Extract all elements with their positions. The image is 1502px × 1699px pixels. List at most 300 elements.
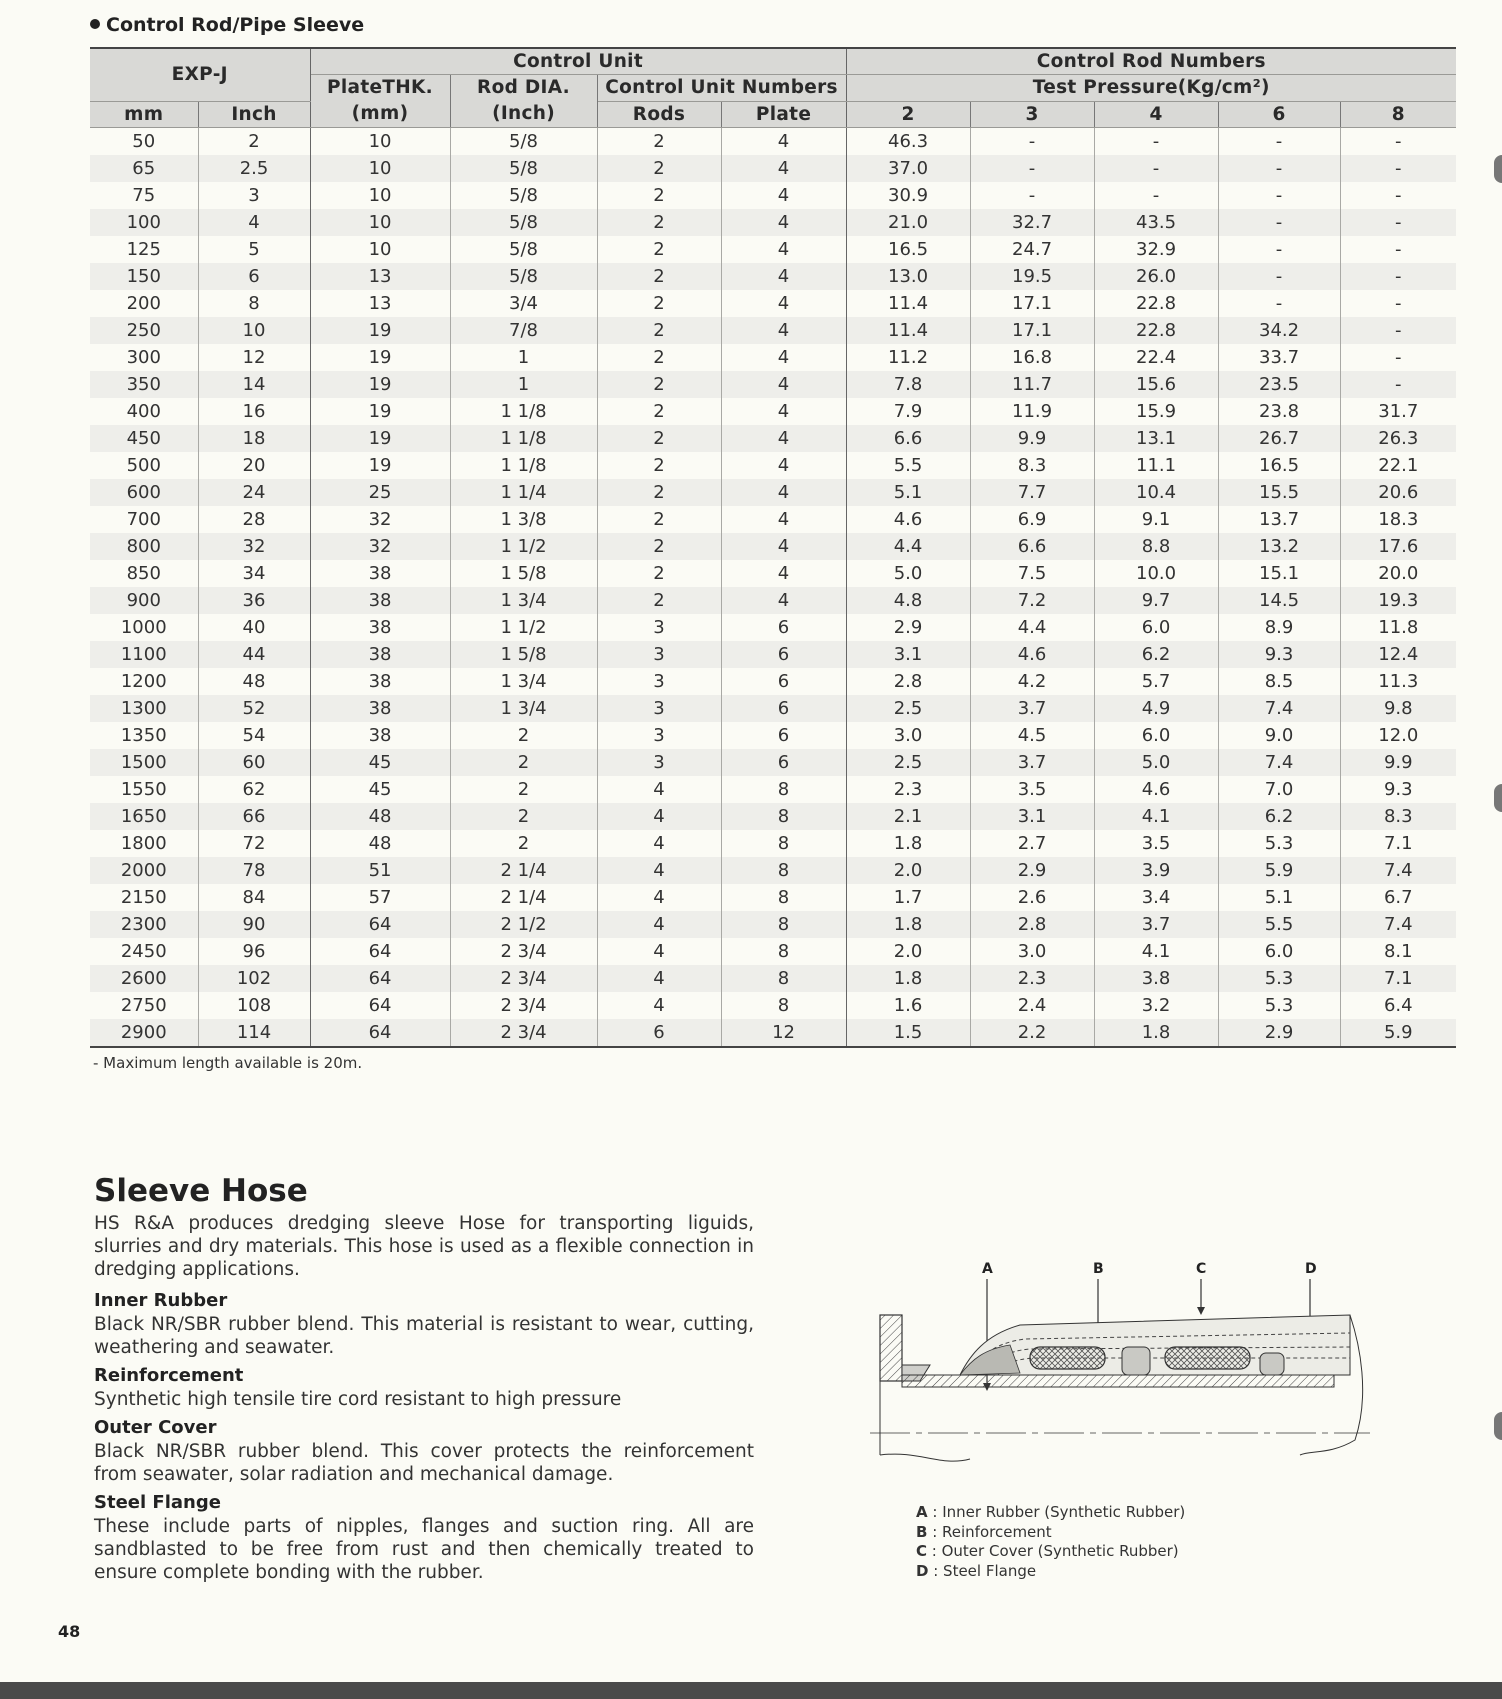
table-cell: 44 [198,641,310,668]
table-cell: - [970,182,1094,209]
table-cell: 32 [310,533,450,560]
table-cell: 1200 [90,668,198,695]
table-cell: 24 [198,479,310,506]
table-cell: 54 [198,722,310,749]
table-row [90,479,1456,506]
table-cell: 2 [597,263,721,290]
table-row [90,776,1456,803]
table-cell: 1 3/8 [450,506,597,533]
table-cell: 2 3/4 [450,992,597,1019]
table-cell: 11.7 [970,371,1094,398]
table-cell: 2 [450,749,597,776]
table-cell: 6.0 [1218,938,1340,965]
table-cell: 26.0 [1094,263,1218,290]
table-cell: 13 [310,263,450,290]
header-test-pressure: Test Pressure(Kg/cm²) [846,75,1456,102]
table-cell: 12.4 [1340,641,1456,668]
table-cell: 4.6 [970,641,1094,668]
table-cell: 5.9 [1218,857,1340,884]
table-cell: 12 [721,1019,846,1047]
table-cell: 6 [721,641,846,668]
table-cell: 2.9 [846,614,970,641]
table-cell: 3.0 [846,722,970,749]
table-cell: 8.9 [1218,614,1340,641]
table-cell: 2 [597,209,721,236]
table-cell: 1.7 [846,884,970,911]
table-cell: 12.0 [1340,722,1456,749]
table-cell: 1.5 [846,1019,970,1047]
table-cell: 13.7 [1218,506,1340,533]
table-cell: 64 [310,938,450,965]
header-pressure-4: 4 [1094,101,1218,128]
table-cell: 3.7 [970,695,1094,722]
collar-1 [1122,1347,1150,1375]
table-cell: 4 [721,236,846,263]
table-cell: 3.5 [1094,830,1218,857]
table-cell: 6.0 [1094,614,1218,641]
table-cell: 150 [90,263,198,290]
table-cell: 11.2 [846,344,970,371]
table-cell: 18.3 [1340,506,1456,533]
table-cell: 5.0 [1094,749,1218,776]
table-cell: 31.7 [1340,398,1456,425]
table-cell: 10 [310,236,450,263]
table-cell: 8 [721,992,846,1019]
table-cell: 64 [310,911,450,938]
table-cell: 2 3/4 [450,938,597,965]
table-row [90,641,1456,668]
table-cell: 4.6 [846,506,970,533]
table-cell: - [1218,263,1340,290]
table-cell: 4 [721,560,846,587]
table-row [90,290,1456,317]
table-cell: 2 [597,452,721,479]
table-cell: 5.1 [1218,884,1340,911]
table-cell: 4 [721,506,846,533]
table-cell: 11.8 [1340,614,1456,641]
table-cell: 10.4 [1094,479,1218,506]
table-cell: 3 [597,668,721,695]
table-cell: 2 [198,128,310,156]
table-cell: 250 [90,317,198,344]
table-cell: - [1340,290,1456,317]
table-cell: 2 1/4 [450,884,597,911]
table-cell: 2 [597,560,721,587]
table-cell: 32 [198,533,310,560]
table-cell: 48 [198,668,310,695]
table-cell: 1 1/8 [450,452,597,479]
page-bottom-edge [0,1682,1502,1699]
table-cell: 4 [721,452,846,479]
table-cell: 6.6 [846,425,970,452]
table-row [90,749,1456,776]
table-cell: 96 [198,938,310,965]
table-cell: 2 [597,290,721,317]
table-cell: 8 [721,830,846,857]
table-cell: - [970,128,1094,156]
table-cell: 4 [721,263,846,290]
collar-2 [1260,1353,1284,1375]
table-cell: 1 5/8 [450,641,597,668]
table-cell: 32.9 [1094,236,1218,263]
table-cell: 4 [597,938,721,965]
table-cell: 500 [90,452,198,479]
table-cell: 18 [198,425,310,452]
table-cell: 3.2 [1094,992,1218,1019]
table-cell: 6.6 [970,533,1094,560]
table-cell: 8 [721,965,846,992]
table-cell: 4.5 [970,722,1094,749]
table-cell: 108 [198,992,310,1019]
table-cell: 2.3 [970,965,1094,992]
table-cell: 6.2 [1218,803,1340,830]
legend-item-b: B : Reinforcement [916,1522,1052,1541]
table-cell: 7.1 [1340,830,1456,857]
table-cell: 1.8 [1094,1019,1218,1047]
table-cell: 4 [721,425,846,452]
table-cell: 9.0 [1218,722,1340,749]
table-cell: 2 [450,803,597,830]
table-cell: 19 [310,425,450,452]
table-cell: 5.3 [1218,992,1340,1019]
table-row [90,128,1456,156]
table-cell: 1100 [90,641,198,668]
table-cell: 2.5 [846,749,970,776]
table-row [90,857,1456,884]
table-cell: - [1340,155,1456,182]
table-cell: 7.5 [970,560,1094,587]
table-cell: 22.8 [1094,290,1218,317]
table-cell: 4 [721,290,846,317]
table-cell: 4 [721,533,846,560]
table-cell: - [1340,317,1456,344]
control-rod-table [90,47,1456,1048]
table-cell: 72 [198,830,310,857]
table-cell: 20.6 [1340,479,1456,506]
table-cell: - [1218,182,1340,209]
table-cell: 6 [721,614,846,641]
table-body [90,128,1456,1048]
table-cell: 7.4 [1340,857,1456,884]
inner-rubber-text: Black NR/SBR rubber blend. This material is resistant to wear, cutting, weathering and seawater. [94,1314,754,1358]
table-cell: 64 [310,965,450,992]
table-row [90,398,1456,425]
table-cell: 65 [90,155,198,182]
table-cell: 7.4 [1218,749,1340,776]
table-cell: 12 [198,344,310,371]
table-row [90,1019,1456,1047]
table-cell: 1800 [90,830,198,857]
header-pressure-2: 2 [846,101,970,128]
table-cell: 2600 [90,965,198,992]
table-cell: 64 [310,1019,450,1047]
table-cell: 2 [450,776,597,803]
table-cell: 3.7 [1094,911,1218,938]
table-row [90,992,1456,1019]
table-cell: 6 [198,263,310,290]
table-cell: 10 [310,182,450,209]
table-cell: 3.1 [970,803,1094,830]
table-cell: 24.7 [970,236,1094,263]
table-row [90,803,1456,830]
table-cell: 34.2 [1218,317,1340,344]
table-cell: 6.2 [1094,641,1218,668]
table-cell: 6.0 [1094,722,1218,749]
table-cell: 4 [597,992,721,1019]
table-cell: 1 3/4 [450,587,597,614]
table-cell: 1000 [90,614,198,641]
table-cell: 3 [597,641,721,668]
table-cell: 5.5 [1218,911,1340,938]
table-cell: 26.3 [1340,425,1456,452]
table-cell: 800 [90,533,198,560]
steel-flange-title: Steel Flange [94,1492,221,1513]
section-title-text: Control Rod/Pipe Sleeve [106,14,365,36]
table-cell: 3 [597,614,721,641]
table-cell: 2150 [90,884,198,911]
table-cell: 2 [597,425,721,452]
table-row [90,236,1456,263]
table-cell: 4.4 [846,533,970,560]
table-cell: 2.5 [846,695,970,722]
table-cell: 7.7 [970,479,1094,506]
table-cell: 7.8 [846,371,970,398]
table-cell: 4.1 [1094,803,1218,830]
table-cell: 5.3 [1218,830,1340,857]
table-cell: - [1340,209,1456,236]
table-cell: 9.9 [1340,749,1456,776]
table-cell: 6 [721,749,846,776]
legend-item-a: A : Inner Rubber (Synthetic Rubber) [916,1503,1186,1521]
table-cell: 15.5 [1218,479,1340,506]
table-cell: 17.1 [970,317,1094,344]
table-row [90,155,1456,182]
table-cell: 4.9 [1094,695,1218,722]
table-cell: 14 [198,371,310,398]
bullet-icon [90,19,100,29]
table-cell: 4 [597,857,721,884]
table-cell: 15.9 [1094,398,1218,425]
table-cell: 11.9 [970,398,1094,425]
table-cell: 45 [310,749,450,776]
arrow-c-icon [1197,1307,1205,1315]
table-cell: 4.6 [1094,776,1218,803]
table-cell: 3.9 [1094,857,1218,884]
table-cell: 1 [450,371,597,398]
table-row [90,830,1456,857]
table-cell: 19 [310,452,450,479]
table-cell: 10 [310,155,450,182]
table-cell: 38 [310,722,450,749]
header-control-rod-numbers: Control Rod Numbers [846,48,1456,75]
table-cell: - [1340,182,1456,209]
header-pressure-8: 8 [1340,101,1456,128]
table-cell: 9.3 [1218,641,1340,668]
table-row [90,209,1456,236]
sleeve-hose-title: Sleeve Hose [94,1173,308,1209]
table-cell: 450 [90,425,198,452]
table-cell: 2 [597,236,721,263]
sleeve-hose-intro: HS R&A produces dredging sleeve Hose for transporting liguids, slurries and dry materials. This hose is used as a flexible connection in dredging applications. [94,1213,754,1280]
sleeve-hose-diagram [860,1255,1380,1470]
table-cell: 6 [721,722,846,749]
table-cell: 2.0 [846,938,970,965]
table-cell: 400 [90,398,198,425]
table-cell: 3.1 [846,641,970,668]
table-cell: 4 [721,182,846,209]
table-row [90,506,1456,533]
table-cell: 4 [721,371,846,398]
table-cell: 46.3 [846,128,970,156]
table-cell: 10 [310,128,450,156]
table-cell: 8.3 [1340,803,1456,830]
table-cell: 2.3 [846,776,970,803]
table-cell: 23.5 [1218,371,1340,398]
table-cell: 2 [597,371,721,398]
table-cell: 11.4 [846,317,970,344]
table-cell: 20 [198,452,310,479]
header-mm: mm [90,101,198,128]
legend-item-c: C : Outer Cover (Synthetic Rubber) [916,1542,1179,1560]
table-cell: 1.6 [846,992,970,1019]
table-cell: 2.6 [970,884,1094,911]
table-cell: 2450 [90,938,198,965]
table-row [90,884,1456,911]
reinforcement-ring-2 [1165,1347,1250,1369]
table-cell: 78 [198,857,310,884]
table-cell: 9.9 [970,425,1094,452]
reinforcement-title: Reinforcement [94,1365,244,1386]
table-cell: 7.9 [846,398,970,425]
table-cell: 1.8 [846,830,970,857]
table-cell: 600 [90,479,198,506]
legend-item-d: D : Steel Flange [916,1561,1037,1580]
table-cell: 33.7 [1218,344,1340,371]
table-cell: 4 [721,317,846,344]
diagram-label-b: B [1093,1261,1104,1277]
table-cell: 700 [90,506,198,533]
header-inch: Inch [198,101,310,128]
table-cell: 1550 [90,776,198,803]
header-expj: EXP-J [90,48,310,101]
table-cell: 8 [721,857,846,884]
table-cell: 4 [721,209,846,236]
table-cell: 2 3/4 [450,965,597,992]
header-control-unit-numbers: Control Unit Numbers [597,75,846,102]
table-cell: 38 [310,560,450,587]
table-cell: - [1340,371,1456,398]
table-cell: - [1218,236,1340,263]
table-cell: 9.8 [1340,695,1456,722]
table-cell: 75 [90,182,198,209]
table-cell: 19 [310,344,450,371]
table-cell: 2900 [90,1019,198,1047]
table-cell: 2 [597,128,721,156]
outer-cover-title: Outer Cover [94,1417,217,1438]
hose-body-shape [960,1315,1350,1375]
table-cell: 9.3 [1340,776,1456,803]
table-cell: 10 [310,209,450,236]
table-cell: 8 [721,911,846,938]
table-cell: 51 [310,857,450,884]
table-cell: 23.8 [1218,398,1340,425]
table-cell: 11.1 [1094,452,1218,479]
inner-rubber-title: Inner Rubber [94,1290,228,1311]
table-cell: 4 [721,344,846,371]
header-rods: Rods [597,101,721,128]
table-cell: 2.1 [846,803,970,830]
table-cell: 22.8 [1094,317,1218,344]
table-cell: 3.7 [970,749,1094,776]
table-cell: 9.7 [1094,587,1218,614]
table-cell: 90 [198,911,310,938]
table-cell: 4 [597,911,721,938]
table-cell: 3.5 [970,776,1094,803]
table-cell: 38 [310,614,450,641]
table-cell: 4 [721,128,846,156]
table-cell: 34 [198,560,310,587]
header-rod-dia: Rod DIA. (Inch) [450,75,597,128]
header-pressure-3: 3 [970,101,1094,128]
table-cell: 22.4 [1094,344,1218,371]
table-cell: 25 [310,479,450,506]
table-cell: 5/8 [450,182,597,209]
steel-flange-text: These include parts of nipples, flanges and suction ring. All are sandblasted to be free from rust and then chemically treated to ensure complete bonding with the rubber. [94,1516,754,1583]
diagram-label-c: C [1196,1261,1207,1277]
table-cell: 16.5 [846,236,970,263]
table-cell: 52 [198,695,310,722]
table-cell: 36 [198,587,310,614]
table-cell: 13.1 [1094,425,1218,452]
table-cell: 2.7 [970,830,1094,857]
reinforcement-text: Synthetic high tensile tire cord resistant to high pressure [94,1389,622,1410]
table-cell: 102 [198,965,310,992]
table-cell: 2 [597,479,721,506]
table-cell: 2 3/4 [450,1019,597,1047]
table-cell: 8.5 [1218,668,1340,695]
table-cell: 2 [597,182,721,209]
table-cell: 4 [721,587,846,614]
table-cell: 100 [90,209,198,236]
table-row [90,263,1456,290]
table-cell: 32.7 [970,209,1094,236]
outer-cover-text: Black NR/SBR rubber blend. This cover protects the reinforcement from seawater, solar radiation and mechanical damage. [94,1441,754,1485]
table-cell: 6 [721,695,846,722]
table-row [90,938,1456,965]
table-cell: 17.6 [1340,533,1456,560]
binder-hole-2 [1494,784,1502,812]
table-cell: 62 [198,776,310,803]
table-cell: 4 [721,155,846,182]
table-cell: 8 [721,776,846,803]
table-cell: - [1340,236,1456,263]
table-cell: 2.9 [970,857,1094,884]
table-cell: 5.9 [1340,1019,1456,1047]
nipple-plate-shape [902,1375,1334,1387]
table-cell: 2.0 [846,857,970,884]
table-cell: 4.8 [846,587,970,614]
table-cell: 19 [310,398,450,425]
table-cell: 43.5 [1094,209,1218,236]
table-cell: 3 [198,182,310,209]
table-cell: 19 [310,371,450,398]
table-row [90,533,1456,560]
table-cell: 4 [721,479,846,506]
table-cell: 66 [198,803,310,830]
table-cell: 19.3 [1340,587,1456,614]
table-cell: 3.4 [1094,884,1218,911]
table-cell: 3 [597,749,721,776]
